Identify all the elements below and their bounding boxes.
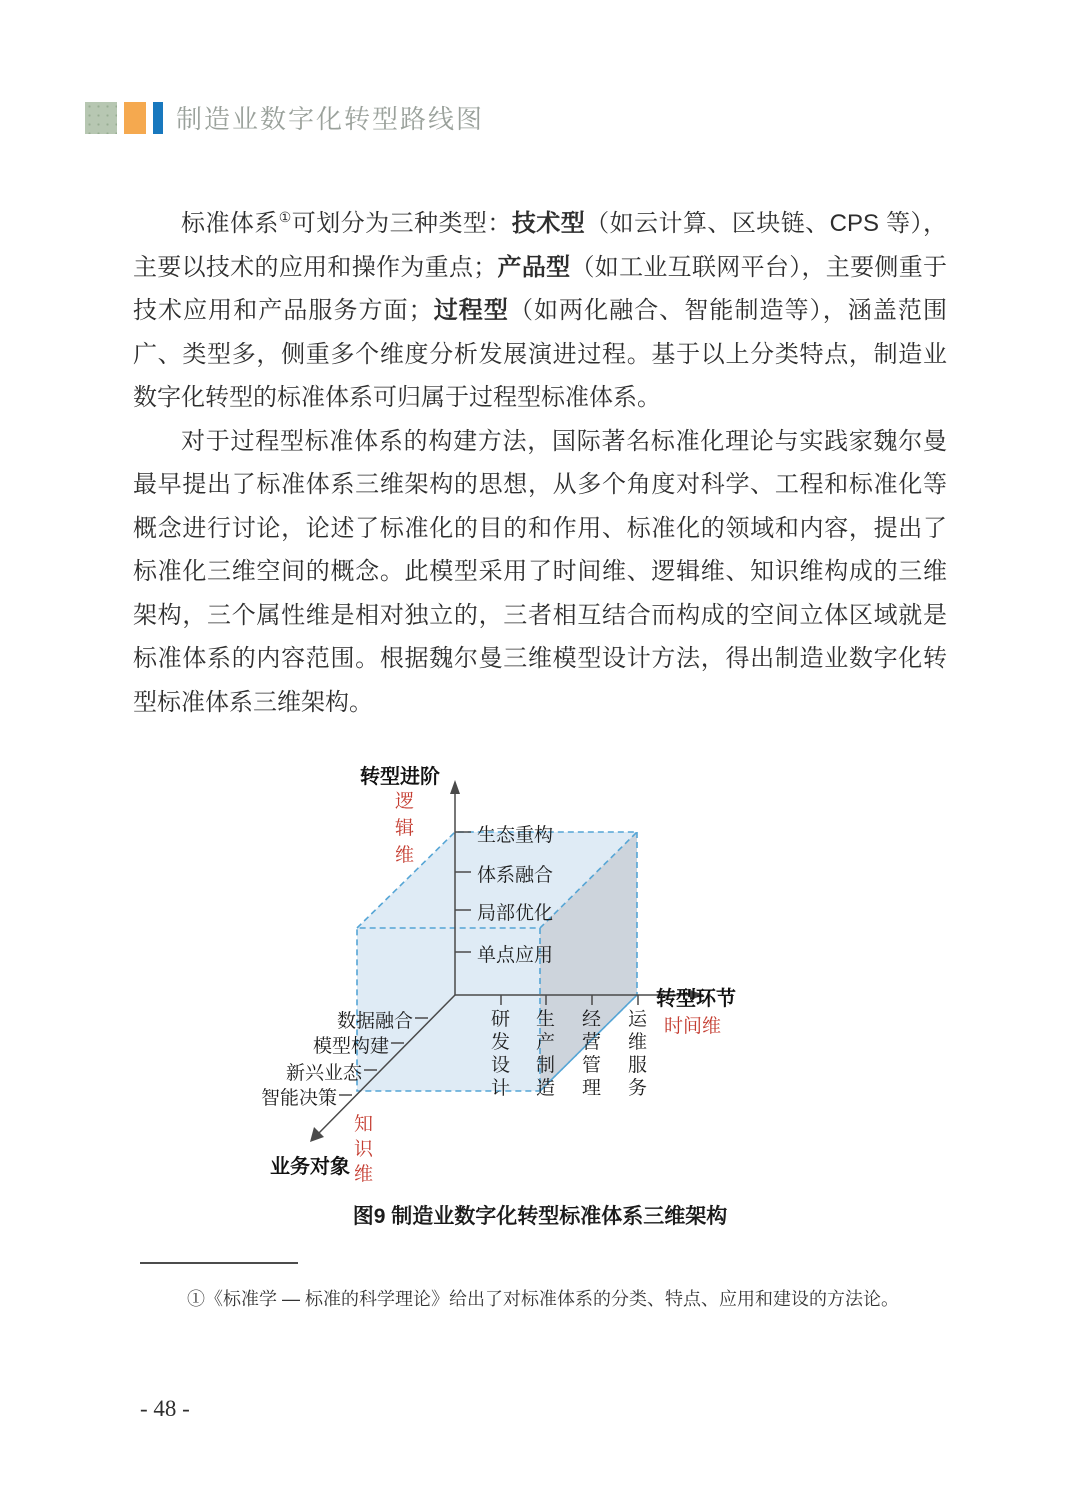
- y-tick-label: 生态重构: [477, 825, 554, 846]
- body-text: [133, 202, 947, 724]
- footnote-separator: [140, 1262, 298, 1264]
- figure-caption: 图9 制造业数字化转型标准体系三维架构: [352, 1205, 728, 1228]
- header-title: 制造业数字化转型路线图: [176, 104, 485, 134]
- z-tick-label: 新兴业态: [285, 1063, 362, 1084]
- x-tick-label: 运维服务: [627, 1009, 647, 1099]
- x-axis-title: 转型环节: [656, 988, 736, 1010]
- footnote-text: ①《标准学 — 标准的科学理论》给出了对标准体系的分类、特点、应用和建设的方法论。: [187, 1289, 899, 1309]
- header-square-blue: [153, 102, 163, 134]
- z-axis-title: 业务对象: [270, 1156, 350, 1178]
- p1-bold-term-technology: 技术型: [511, 210, 586, 237]
- x-tick-label: 经营管理: [581, 1009, 601, 1099]
- page-number: - 48 -: [140, 1396, 190, 1421]
- x-dimension-label: 时间维: [664, 1016, 722, 1037]
- page-header: [85, 99, 484, 136]
- y-dimension-label: 逻辑维: [394, 791, 414, 866]
- y-tick-label: 体系融合: [477, 865, 554, 886]
- p1-text: （如工业互联网平台），主要侧重于技术应用和产品服务方面；: [133, 253, 948, 324]
- p1-bold-term-process: 过程型: [432, 297, 509, 324]
- p1-bold-term-product: 产品型: [497, 253, 571, 281]
- cube-diagram-canvas: [250, 752, 830, 1192]
- paragraph-2: 对于过程型标准体系的构建方法，国际著名标准化理论与实践家魏尔曼最早提出了标准体系三维架构的思想，从多个角度对科学、工程和标准化等概念进行讨论，论述了标准化的目的和作用、标准化的领域和内容，提出了标准化三维空间的概念。此模型采用了时间维、逻辑维、知识维构成的三维架构，三个属性维是相对独立的，三者相互结合而构成的空间立体区域就是标准体系的内容范围。根据魏尔曼三维模型设计方法，得出制造业数字化转型标准体系三维架构。: [133, 427, 947, 716]
- paragraph-1: [133, 202, 947, 420]
- x-tick-label: 生产制造: [535, 1009, 555, 1099]
- z-tick-label: 模型构建: [312, 1036, 389, 1057]
- z-tick-label: 智能决策: [260, 1088, 337, 1109]
- p1-text: （如云计算、区块链、CPS 等），主要以技术的应用和操作为重点；: [133, 210, 948, 281]
- p1-text: 可划分为三种类型：: [291, 210, 512, 237]
- y-tick-label: 局部优化: [477, 903, 554, 924]
- y-tick-label: 单点应用: [477, 945, 554, 966]
- figure-3d-cube-diagram: [250, 752, 830, 1192]
- header-square-green: [85, 102, 117, 134]
- p1-text: （如两化融合、智能制造等），涵盖范围广、类型多，侧重多个维度分析发展演进过程。基于以上分类特点，制造业数字化转型的标准体系可归属于过程型标准体系。: [133, 297, 947, 411]
- z-dimension-label: 知识维: [353, 1114, 373, 1185]
- header-square-orange: [124, 102, 146, 134]
- x-tick-label: 研发设计: [490, 1009, 510, 1099]
- z-tick-label: 数据融合: [336, 1011, 413, 1032]
- footnote-reference: ①: [278, 209, 292, 225]
- p1-text: 标准体系: [181, 210, 279, 237]
- y-axis-title: 转型进阶: [360, 766, 440, 788]
